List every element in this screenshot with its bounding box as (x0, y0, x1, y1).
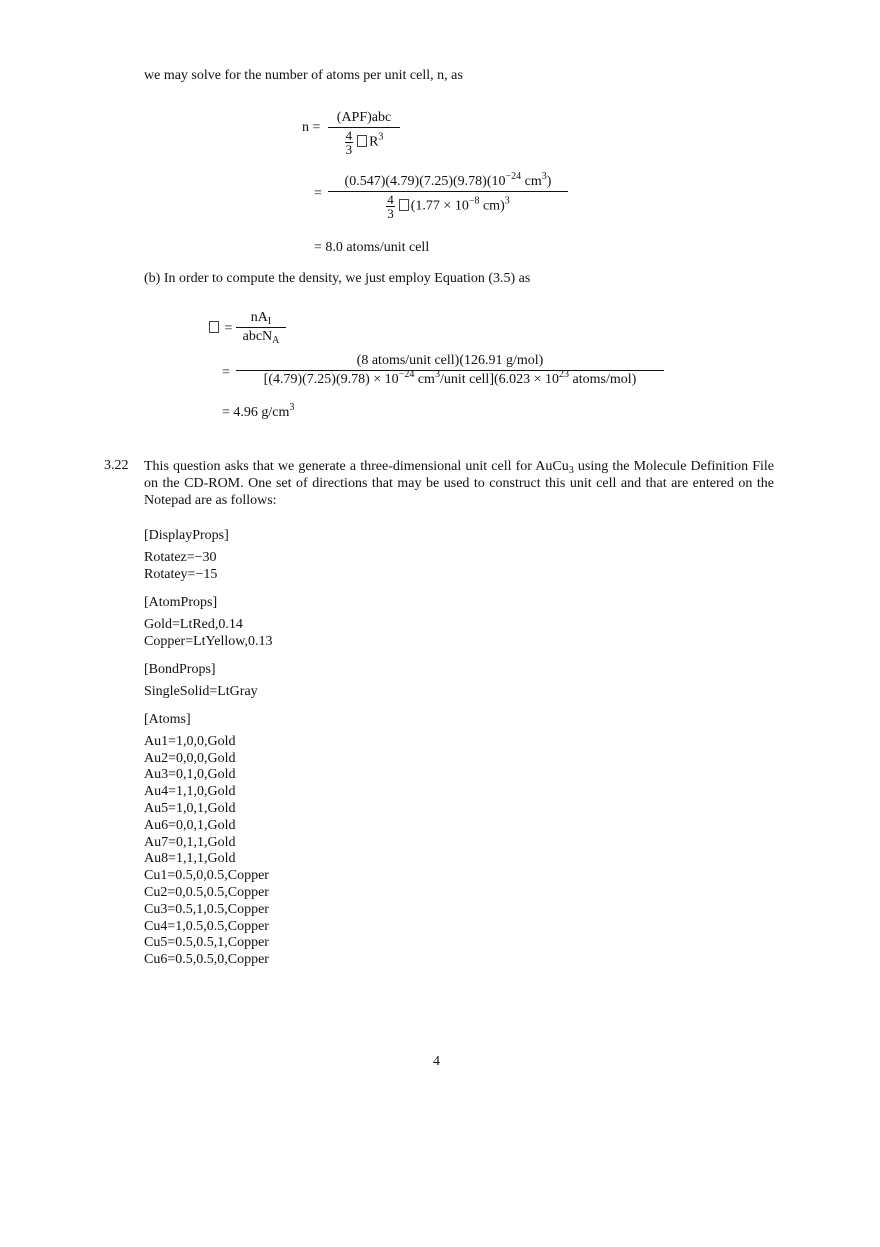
eq-n-lhs: n = (302, 120, 321, 135)
question-text: This question asks that we generate a three-dimensional unit cell for AuCu$_3$ using the Molecule Definition File on the CD-ROM. One set of directions that may be used to construct this unit cell and that are entered on the Notepad are as follows: (144, 459, 774, 508)
atom-line: Au6=0,0,1,Gold (144, 817, 236, 833)
part-b-text: (b) In order to compute the density, we just employ Equation (3.5) as (144, 271, 531, 286)
section-header: [AtomProps] (144, 595, 218, 610)
atom-line: Au3=0,1,0,Gold (144, 767, 236, 783)
page-number: 4 (433, 1054, 440, 1069)
code-line: Copper=LtYellow,0.13 (144, 633, 273, 649)
code-line: Rotatez=−30 (144, 549, 217, 565)
eq-n-fraction (328, 110, 400, 156)
display-props-block (144, 528, 229, 583)
eq-rho-step2-eq: = (222, 365, 230, 380)
eq-n-step2-eq: = (314, 186, 322, 201)
atom-line: Au8=1,1,1,Gold (144, 851, 236, 867)
question-number: 3.22 (104, 458, 129, 473)
atom-line: Au2=0,0,0,Gold (144, 750, 236, 766)
code-line: SingleSolid=LtGray (144, 683, 258, 699)
eq-n-step2-denominator: $\frac{4}{3}$ ($1.77 \times 10^{-8}$ cm)$^3$ (387, 192, 510, 221)
eq-n-result: = 8.0 atoms/unit cell (314, 240, 430, 255)
atom-line: Au1=1,0,0,Gold (144, 733, 236, 749)
atom-line: Cu3=0.5,1,0.5,Copper (144, 901, 269, 917)
eq-n-coef: $\frac{4}{3}$ (345, 128, 353, 157)
code-line: Rotatey=−15 (144, 566, 218, 582)
bond-props-block (144, 662, 258, 701)
intro-text: we may solve for the number of atoms per unit cell, n, as (144, 68, 463, 83)
atom-line: Cu4=1,0.5,0.5,Copper (144, 918, 269, 934)
code-line: Gold=LtRed,0.14 (144, 616, 243, 632)
atom-props-block (144, 595, 272, 650)
symbol-placeholder-icon (399, 199, 409, 211)
rho-placeholder-icon (209, 321, 219, 333)
atom-line: Au5=1,0,1,Gold (144, 800, 236, 816)
atom-line: Cu1=0.5,0,0.5,Copper (144, 868, 269, 884)
section-header: [DisplayProps] (144, 528, 229, 543)
atom-line: Cu2=0,0.5,0.5,Copper (144, 884, 269, 900)
atom-line: Cu6=0.5,0.5,0,Copper (144, 952, 269, 968)
eq-n-step2-numerator: $(0.547)(4.79)(7.25)(9.78)(10^{-24}$ $cm^3$) (328, 174, 568, 192)
eq-rho-fraction: $nA_I$ abcN$_A$ (236, 310, 286, 345)
eq-rho-lhs: = (207, 321, 232, 337)
eq-rho-step2-fraction: (8 atoms/unit cell)(126.91 g/mol) [$(4.79)(7.25)(9.78) \times 10^{-24}$ $cm^3$/unit cell](6.023 × $10^{23}$ atoms/mol) (236, 353, 664, 388)
atom-line: Au4=1,1,0,Gold (144, 784, 236, 800)
atom-line: Au7=0,1,1,Gold (144, 834, 236, 850)
eq-rho-result: = 4.96 $g/cm^3$ (222, 402, 295, 420)
eq-n-denominator: $\frac{4}{3}$ $R^3$ (345, 128, 384, 157)
section-header: [Atoms] (144, 712, 191, 727)
atoms-block (144, 712, 269, 969)
section-header: [BondProps] (144, 662, 216, 677)
symbol-placeholder-icon (357, 135, 367, 147)
atom-line: Cu5=0.5,0.5,1,Copper (144, 935, 269, 951)
eq-n-numerator: (APF)abc (328, 110, 400, 128)
eq-n-step2-fraction (328, 171, 568, 221)
